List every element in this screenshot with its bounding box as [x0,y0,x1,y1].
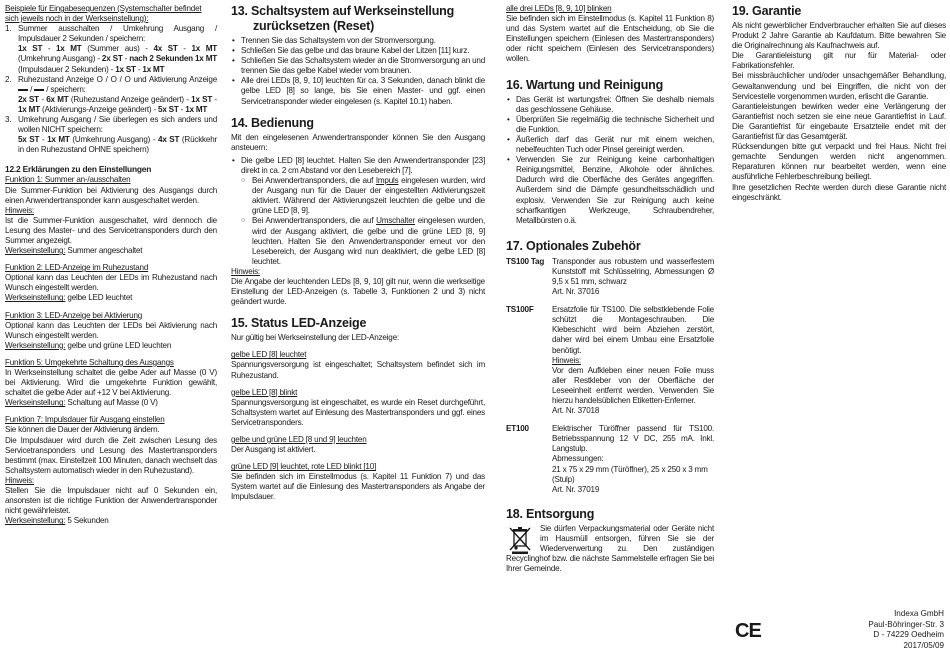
function-3-block: Funktion 3: LED-Anzeige bei Aktivierung Optional kann das Leuchten der LEDs bei Aktivierung nach Wunsch eingestellt werden. Werkseinstellung: gelbe und grüne LED leuchten [5,310,217,350]
factory-setting-label: Werkseinstellung: [5,293,66,303]
example-text: Summer ausschalten / Umkehrung Ausgang / Impulsdauer 2 Sekunden / speichern: [18,24,217,44]
list-item: • Äußerlich darf das Gerät nur mit einem weichen, nebelfeuchten Tuch oder Pinsel gereinigt werden. [506,135,714,155]
section-heading-15: 15. Status LED-Anzeige [231,316,367,331]
status-title: alle drei LEDs [8, 9, 10] blinken [506,4,612,13]
article-number: Art. Nr. 37016 [552,287,600,297]
status-all-blink: alle drei LEDs [8, 9, 10] blinken Sie befinden sich im Einstellmodus (s. Kapitel 11 Funktion 8) und das System wartet auf die Entscheidung, ob Sie die Einstellungen speichern (Einlesen des Mastertransponders) oder nicht speichern (Einlesen des Servicetransponders) wollen. [506,4,714,64]
accessory-ts100f: TS100F Ersatzfolie für TS100. Die selbstklebende Folie schützt die Montageschrauben. Die Klebeschicht wird beim Abziehen zerstört, daher wird bei einem Umbau eine Ersatzfolie benötigt. Hinweis: Vor dem Aufkleben einer neuen Folie muss aller Restkleber von der Oberfläche der Leseeinheit entfernt werden. Verwenden Sie hierzu handelsüblichen Etiketten-Enferner. Art. Nr. 37018 [506,305,714,416]
status-green-on-red-blink: grüne LED [9] leuchtet, rote LED blinkt [10] Sie befinden sich im Einstellmodus (s. Kapitel 11 Funktion 7) und das System wartet auf die Einlesung des Mastertransponders als Angabe der Impulsdauer. [231,462,485,502]
article-number: Art. Nr. 37019 [552,484,600,494]
accessory-code: ET100 [506,424,529,434]
led-off-dash-icon [34,89,44,91]
column-1 [5,4,217,526]
list-item: ○ Bei Anwendertransponders, die auf Impuls eingelesen wurden, wird der Ausgang nun für die Dauer der eingestellten Aktivierungszeit aktiviert. Während der Aktivierungszeit leuchten die gelbe und die grüne LED [8, 9]. [241,176,485,216]
hint-label: Hinweis: [5,205,34,215]
maintenance-list [506,95,714,226]
status-title: gelbe LED [8] leuchtet [231,350,307,360]
example-sequence: 2x ST - 6x MT (Ruhezustand Anzeige geändert) - 1x ST - 1x MT (Aktivierungs-Anzeige geändert) - 5x ST - 1x MT [18,94,217,114]
example-text: Umkehrung Ausgang / Sie überlegen es sich anders und wollen NICHT speichern: [18,115,217,135]
reset-steps-list [231,36,485,107]
status-title: gelbe und grüne LED [8 und 9] leuchten [231,435,367,444]
factory-setting-label: Werkseinstellung: [5,340,66,350]
document-date: 2017/05/09 [903,641,944,651]
example-number: 3. [5,115,12,125]
example-number: 1. [5,24,12,34]
list-item: • Trennen Sie das Schaltsystem von der Stromversorgung. [231,36,485,46]
accessory-et100: ET100 Elektrischer Türöffner passend für TS100. Betriebsspannung 12 V DC, 255 mA. Inkl. Langstulp. Abmessungen: 21 x 75 x 29 mm (Türöffner), 25 x 250 x 3 mm (Stulp) Art. Nr. 37019 [506,424,714,494]
example-1 [5,24,217,74]
function-7-block: Funktion 7: Impulsdauer für Ausgang einstellen Sie können die Dauer der Aktivierung ändern. Die Impulsdauer wird durch die Zeit zwischen Lesung des Servicetransponders und Lesung des Mastertransponders bestimmt (max. Einstellzeit 100 Minuten, danach wechselt das Schaltsystem automatisch wieder in den Ruhezustand). Hinweis: Stellen Sie die Impulsdauer nicht auf 0 Sekunden ein, ansonsten ist die richtige Funktion der Anwendertransponder nicht gewährleistet. Werkseinstellung: 5 Sekunden [5,415,217,526]
list-item: • Verwenden Sie zur Reinigung keine carbonhaltigen Reinigungsmittel, Benzine, Alkohole oder ähnliches. Dadurch wird die Oberfläche des Gerätes angegriffen. Außerdem sind die Dämpfe gesundheitsschädlich und explosiv. Verwenden Sie zur Reinigung auch keine scharfkantigen Werkzeuge, Schraubendreher, Metallbürsten o.ä. [506,155,714,226]
list-item: • Alle drei LEDs [8, 9, 10] leuchten für ca. 3 Sekunden, danach blinkt die gelbe LED [8] so lange, bis Sie einen Master- und ggf. einen Servicetransponder wieder eingelesen (s. Kapitel 10.1) haben. [231,76,485,106]
examples-intro: Beispiele für Eingabesequenzen (Systemschalter befindet sich jeweils noch in der Werkseinstellung): [5,4,202,24]
disposal-block: Sie dürfen Verpackungsmaterial oder Geräte nicht im Hausmüll entsorgen, führen Sie sie der Wiederverwertung zu. Den zuständigen Recyclinghof bzw. die nächste Sammelstelle erfragen Sie bei Ihrer Gemeinde. [506,523,714,574]
list-item: • Die gelbe LED [8] leuchtet. Halten Sie den Anwendertransponder [23] direkt in ca. 2 cm Abstand vor den Lesebereich [7]. ○ Bei Anwendertransponders, die auf Impuls eingelesen wurden, wird der Ausgang nun für die Dauer der eingestellten Aktivierungszeit aktiviert. Während der Aktivierungszeit leuchten die gelbe und die grüne LED [8, 9]. ○ Bei Anwendertransponders, die auf Umschalter eingelesen wurden, wird der Ausgang aktiviert, die gelbe und die grüne LED [8, 9] leuchten. Halten Sie den Anwendertransponder erneut vor den Lesebereich, der Ausgang wird nun deaktiviert, die gelbe LED [8] leuchtet. [231,156,485,267]
section-heading-13: 13. Schaltsystem auf Werkseinstellung zurücksetzen (Reset) [231,4,455,33]
company-name: Indexa GmbH [894,608,944,618]
article-number: Art. Nr. 37018 [552,406,600,416]
factory-setting-label: Werkseinstellung: [5,398,66,408]
section-heading-12-2: 12.2 Erklärungen zu den Einstellungen [5,164,152,175]
factory-setting-label: Werkseinstellung: [5,246,66,256]
example-2 [5,75,217,115]
list-item: ○ Bei Anwendertransponders, die auf Umschalter eingelesen wurden, wird der Ausgang aktiviert, die gelbe und die grüne LED [8, 9] leuchten. Halten Sie den Anwendertransponder erneut vor den Lesebereich, der Ausgang wird nun deaktiviert, die gelbe LED [8] leuchtet. [241,216,485,266]
accessory-code: TS100 Tag [506,256,545,266]
accessory-code: TS100F [506,305,534,315]
operation-list [231,156,485,267]
hint-label: Hinweis: [231,266,260,276]
function-5-block: Funktion 5: Umgekehrte Schaltung des Ausgangs In Werkseinstellung schaltet die gelbe Ader auf Masse (0 V) bei Aktivierung. Wird die umgekehrte Funktion gewählt, schaltet die gelbe Ader auf +12 V bei Aktivierung. Werkseinstellung: Schaltung auf Masse (0 V) [5,357,217,408]
accessory-ts100-tag: TS100 Tag Transponder aus robustem und wasserfestem Kunststoff mit Schlüsselring, Abmessungen Ø 9,5 x 51 mm, schwarz Art. Nr. 37016 [506,256,714,297]
hint-label: Hinweis: [552,355,581,365]
list-item: • Das Gerät ist wartungsfrei: Öffnen Sie deshalb niemals das geschlossene Gehäuse. [506,95,714,115]
led-off-dash-icon [18,89,28,91]
ce-mark-icon: CE [735,620,761,642]
function-title: Funktion 3: LED-Anzeige bei Aktivierung [5,310,143,320]
slash-separator: / [30,84,33,94]
column-4: 19. Garantie Als nicht gewerblicher Endverbraucher erhalten Sie auf dieses Produkt 2 Jahre Garantie ab Kaufdatum. Bitte bewahren Sie die Originalrechnung als Kaufnachweis auf. Die Garantieleistung gilt nur für Material- oder Fabrikationsfehler. Bei missbräuchlicher und/oder unsachgemäßer Behandlung, Gewaltanwendung und bei Eingriffen, die nicht von der Servicestelle vorgenommen wurden, erlischt die Garantie. Garantieleistungen bewirken weder eine Verlängerung der Garantiefrist noch setzen sie eine neue Garantiefrist in Lauf. Die Garantiefrist für eingebaute Ersatzteile endet mit der Garantiefrist für das Gesamtgerät. Rücksendungen bitte gut verpackt und frei Haus. Nicht frei gemachte Sendungen werden nicht angenommen. Reparaturen können nur bearbeitet werden, wenn eine ausführliche Fehlerbeschreibung beiliegt. Ihre gesetzlichen Rechte werden durch diese Garantie nicht eingeschränkt. [732,4,946,202]
list-item: • Schließen Sie das Schaltsystem wieder an die Stromversorgung an und trennen Sie das gelbe Kabel wieder vom braunen. [231,56,485,76]
example-3 [5,115,217,155]
column-3 [506,4,714,574]
example-text: Ruhezustand Anzeige O / O / O und Aktivierung Anzeige / / speichern: [18,74,217,94]
operation-sublist [241,176,485,267]
hint-label: Hinweis: [5,475,34,485]
status-title: gelbe LED [8] blinkt [231,387,298,397]
status-yellow-blink: gelbe LED [8] blinkt Spannungsversorgung ist eingeschaltet, es wurde ein Reset durchgeführt, Schaltsystem wartet auf Einlesung des Mastertransponders und ggf. eines Servicetransponders. [231,387,485,427]
city: D - 74229 Oedheim [873,630,944,640]
list-item: • Überprüfen Sie regelmäßig die technische Sicherheit und die Funktion. [506,115,714,135]
section-heading-19: 19. Garantie [732,4,802,18]
section-heading-14: 14. Bedienung [231,115,314,130]
status-title: grüne LED [9] leuchtet, rote LED blinkt [10] [231,462,377,472]
section-heading-18: 18. Entsorgung [506,506,595,521]
section-heading-16: 16. Wartung und Reinigung [506,77,664,92]
example-sequence: 5x ST - 1x MT (Umkehrung Ausgang) - 4x ST (Rückkehr in den Ruhezustand OHNE speichern) [18,135,218,155]
column-2: 13. Schaltsystem auf Werkseinstellung zurücksetzen (Reset) • Trennen Sie das Schaltsystem von der Stromversorgung. • Schließen Sie das gelbe und das braune Kabel der Litzen [11] kurz. • Schließen Sie das Schaltsystem wieder an die Stromversorgung an und trennen Sie das gelbe Kabel wieder vom braunen. • Alle drei LEDs [8, 9, 10] leuchten für ca. 3 Sekunden, danach blinkt die gelbe LED [8] so lange, bis Sie einen Master- und ggf. einen Servicetransponder wieder eingelesen (s. Kapitel 10.1) haben. 14. Bedienung Mit den eingelesenen Anwendertransponder können Sie den Ausgang ansteuern: • Die gelbe LED [8] leuchtet. Halten Sie den Anwendertransponder [23] direkt in ca. 2 cm Abstand vor den Lesebereich [7]. ○ Bei Anwendertransponders, die auf Impuls eingelesen wurden, wird der Ausgang nun für die Dauer der eingestellten Aktivierungszeit aktiviert. Während der Aktivierungszeit leuchten die gelbe und die grüne LED [8, 9]. ○ Bei Anwendertransponders, die auf Umschalter eingelesen wurden, wird der Ausgang aktiviert, die gelbe und die grüne LED [8, 9] leuchten. Halten Sie den Anwendertransponder erneut vor den Lesebereich, der Ausgang wird nun deaktiviert, die gelbe LED [8] leuchtet. Hinweis: Die Angabe der leuchtenden LEDs [8, 9, 10] gilt nur, wenn die werkseitige Einstellung der LED-Anzeigen (s. Tabelle 3, Funktionen 2 und 3) nicht geändert wurde. 15. Status LED-Anzeige Nur gültig bei Werkseinstellung der LED-Anzeige: gelbe LED [8] leuchtet Spannungsversorgung ist eingeschaltet; Schaltsystem befindet sich im Ruhezustand. gelbe LED [8] blinkt Spannungsversorgung ist eingeschaltet, es wurde ein Reset durchgeführt, Schaltsystem wartet auf Einlesung des Mastertransponders und ggf. eines Servicetransponders. gelbe und grüne LED [8 und 9] leuchten Der Ausgang ist aktiviert. grüne LED [9] leuchtet, rote LED blinkt [10] Sie befinden sich im Einstellmodus (s. Kapitel 11 Funktion 7) und das System wartet auf die Einlesung des Mastertransponders als Angabe der Impulsdauer. [231,4,485,503]
example-sequence: 1x ST - 1x MT (Summer aus) - 4x ST - 1x MT (Umkehrung Ausgang) - 2x ST - nach 2 Sekunden 1x MT (Impulsdauer 2 Sekunden) - 1x ST - 1x MT [18,44,217,74]
manufacturer-address [868,609,944,652]
list-item: • Schließen Sie das gelbe und das braune Kabel der Litzen [11] kurz. [231,46,485,56]
function-title: Funktion 5: Umgekehrte Schaltung des Ausgangs [5,357,174,367]
function-title: Funktion 2: LED-Anzeige im Ruhezustand [5,263,149,273]
status-yellow-on: gelbe LED [8] leuchtet Spannungsversorgung ist eingeschaltet; Schaltsystem befindet sich im Ruhezustand. [231,350,485,380]
crossed-out-bin-icon [508,526,532,554]
factory-setting-label: Werkseinstellung: [5,516,66,526]
function-1-block: Funktion 1: Summer an-/ausschalten Die Summer-Funktion bei Aktivierung des Ausgangs durch einen Anwendertransponder kann ausgeschaltet werden. Hinweis: Ist die Summer-Funktion ausgeschaltet, wird dennoch die Lesung des Master- und des Servicetransponders durch den Summer angezeigt. Werkseinstellung: Summer angeschaltet [5,175,217,256]
street: Paul-Böhringer-Str. 3 [868,619,944,629]
section-heading-17: 17. Optionales Zubehör [506,238,641,253]
function-title: Funktion 1: Summer an-/ausschalten [5,175,131,185]
function-2-block: Funktion 2: LED-Anzeige im Ruhezustand Optional kann das Leuchten der LEDs im Ruhezustand nach Wunsch eingestellt werden. Werkseinstellung: gelbe LED leuchtet [5,263,217,303]
status-yellow-green-on: gelbe und grüne LED [8 und 9] leuchten Der Ausgang ist aktiviert. [231,435,485,455]
example-number: 2. [5,74,12,84]
function-title: Funktion 7: Impulsdauer für Ausgang einstellen [5,415,165,425]
